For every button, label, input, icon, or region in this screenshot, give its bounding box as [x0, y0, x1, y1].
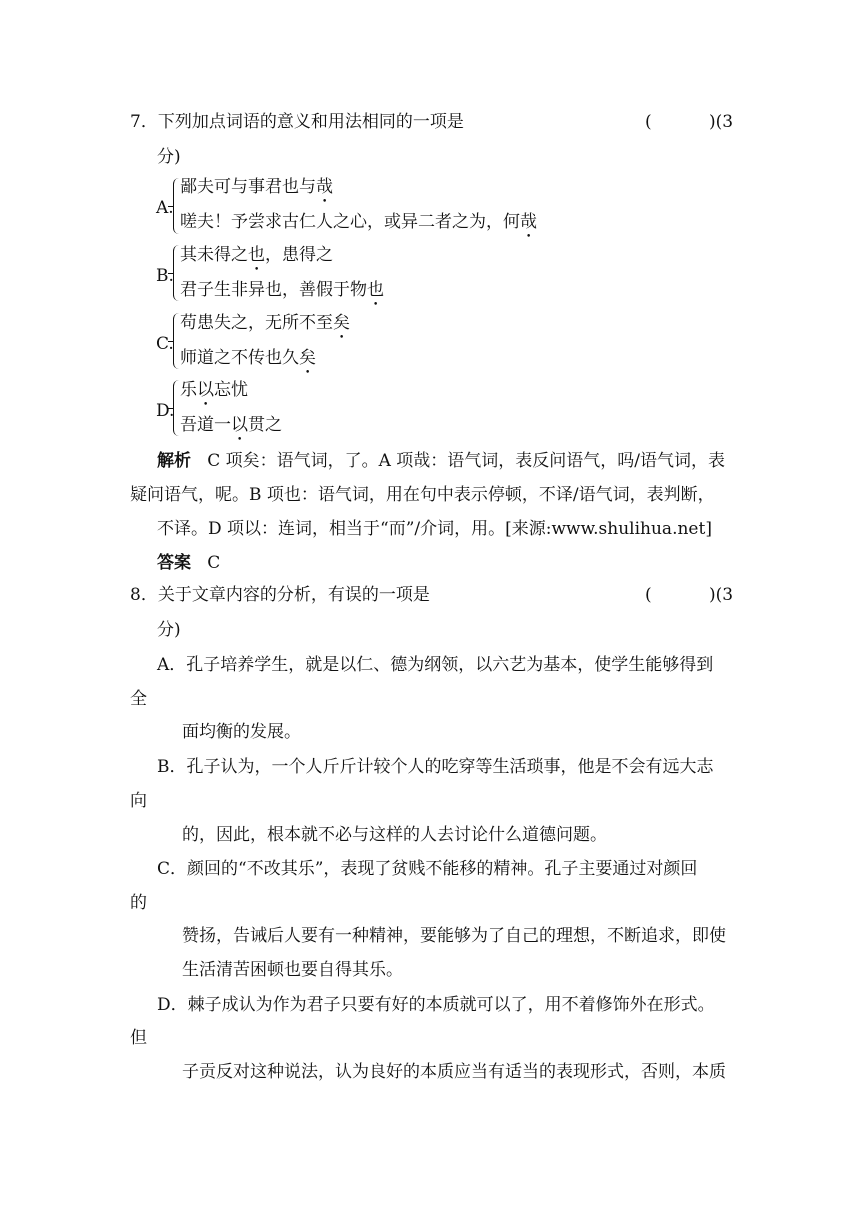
- q7-option-d-line1: 乐以忘忧: [180, 380, 248, 400]
- q7-option-b-line1: 其未得之也，患得之: [180, 245, 333, 265]
- q7-option-b-line2: 君子生非异也，善假于物也: [180, 280, 384, 300]
- q7-analysis-line2: 疑问语气，呢。B 项也：语气词，用在句中表示停顿，不译/语气词，表判断，: [130, 485, 715, 505]
- q7-analysis-line1: 解析 C 项矣：语气词，了。A 项哉：语气词，表反问语气，吗/语气词，表: [157, 451, 726, 471]
- emphasis-dot-word: 以: [197, 380, 214, 400]
- q7-answer: [157, 552, 220, 574]
- q7-option-d-label: D.: [156, 401, 175, 421]
- q8-option-d-line1: D．棘子成认为作为君子只要有好的本质就可以了，用不着修饰外在形式。: [157, 995, 715, 1015]
- q8-option-b-line1: B．孔子认为，一个人斤斤计较个人的吃穿等生活琐事，他是不会有远大志: [157, 757, 714, 777]
- answer-label: 答案: [157, 553, 191, 573]
- q7-score: )(3: [709, 112, 734, 132]
- q7-option-a-label: A.: [156, 198, 174, 218]
- q7-option-c-line2: 师道之不传也久矣: [180, 348, 316, 368]
- q8-option-a-line3: 面均衡的发展。: [182, 722, 301, 742]
- q8-option-a-line1: A．孔子培养学生，就是以仁、德为纲领，以六艺为基本，使学生能够得到: [157, 655, 714, 675]
- q8-option-c-line3: 赞扬，告诫后人要有一种精神，要能够为了自己的理想，不断追求，即使: [182, 926, 726, 946]
- q7-option-c-label: C.: [156, 334, 174, 354]
- q7-analysis-line3: 不译。D 项以：连词，相当于“而”/介词，用。[来源:www.shulihua.net]: [157, 519, 712, 539]
- q8-answer-paren: (: [645, 585, 652, 605]
- q8-option-b-line2: 向: [130, 791, 147, 811]
- q8-score: )(3: [709, 585, 734, 605]
- emphasis-dot-word: 矣: [299, 348, 316, 368]
- q8-option-c-line2: 的: [130, 893, 147, 913]
- emphasis-dot-word: 哉: [520, 212, 537, 232]
- emphasis-dot-word: 矣: [333, 313, 350, 333]
- emphasis-dot-word: 以: [231, 415, 248, 435]
- emphasis-dot-word: 也: [367, 280, 384, 300]
- q8-option-d-line2: 但: [130, 1028, 147, 1048]
- q7-option-c-line1: 苟患失之，无所不至矣: [180, 313, 350, 333]
- q8-stem: 8．关于文章内容的分析，有误的一项是: [130, 585, 430, 605]
- q8-option-b-line3: 的，因此，根本就不必与这样的人去讨论什么道德问题。: [182, 825, 607, 845]
- q8-option-c-line1: C．颜回的“不改其乐”，表现了贫贱不能移的精神。孔子主要通过对颜回: [157, 859, 698, 879]
- q7-answer-paren: (: [645, 112, 652, 132]
- emphasis-dot-word: 也: [248, 245, 265, 265]
- q7-option-a-line1: 鄙夫可与事君也与哉: [180, 177, 333, 197]
- q8-option-a-line2: 全: [130, 689, 147, 709]
- q7-option-b-label: B.: [156, 266, 174, 286]
- q7-option-d-line2: 吾道一以贯之: [180, 415, 282, 435]
- emphasis-dot-word: 哉: [316, 177, 333, 197]
- q7-option-a-line2: 嗟夫！予尝求古仁人之心，或异二者之为，何哉: [180, 212, 537, 232]
- q7-stem: 7．下列加点词语的意义和用法相同的一项是: [130, 112, 464, 132]
- q8-option-c-line4: 生活清苦困顿也要自得其乐。: [182, 960, 403, 980]
- q8-option-d-line3: 子贡反对这种说法，认为良好的本质应当有适当的表现形式，否则，本质: [182, 1062, 726, 1082]
- answer-value: C: [207, 553, 221, 573]
- analysis-label: 解析: [157, 451, 191, 471]
- q8-score-cont: 分): [157, 620, 181, 640]
- q7-score-cont: 分): [157, 147, 181, 167]
